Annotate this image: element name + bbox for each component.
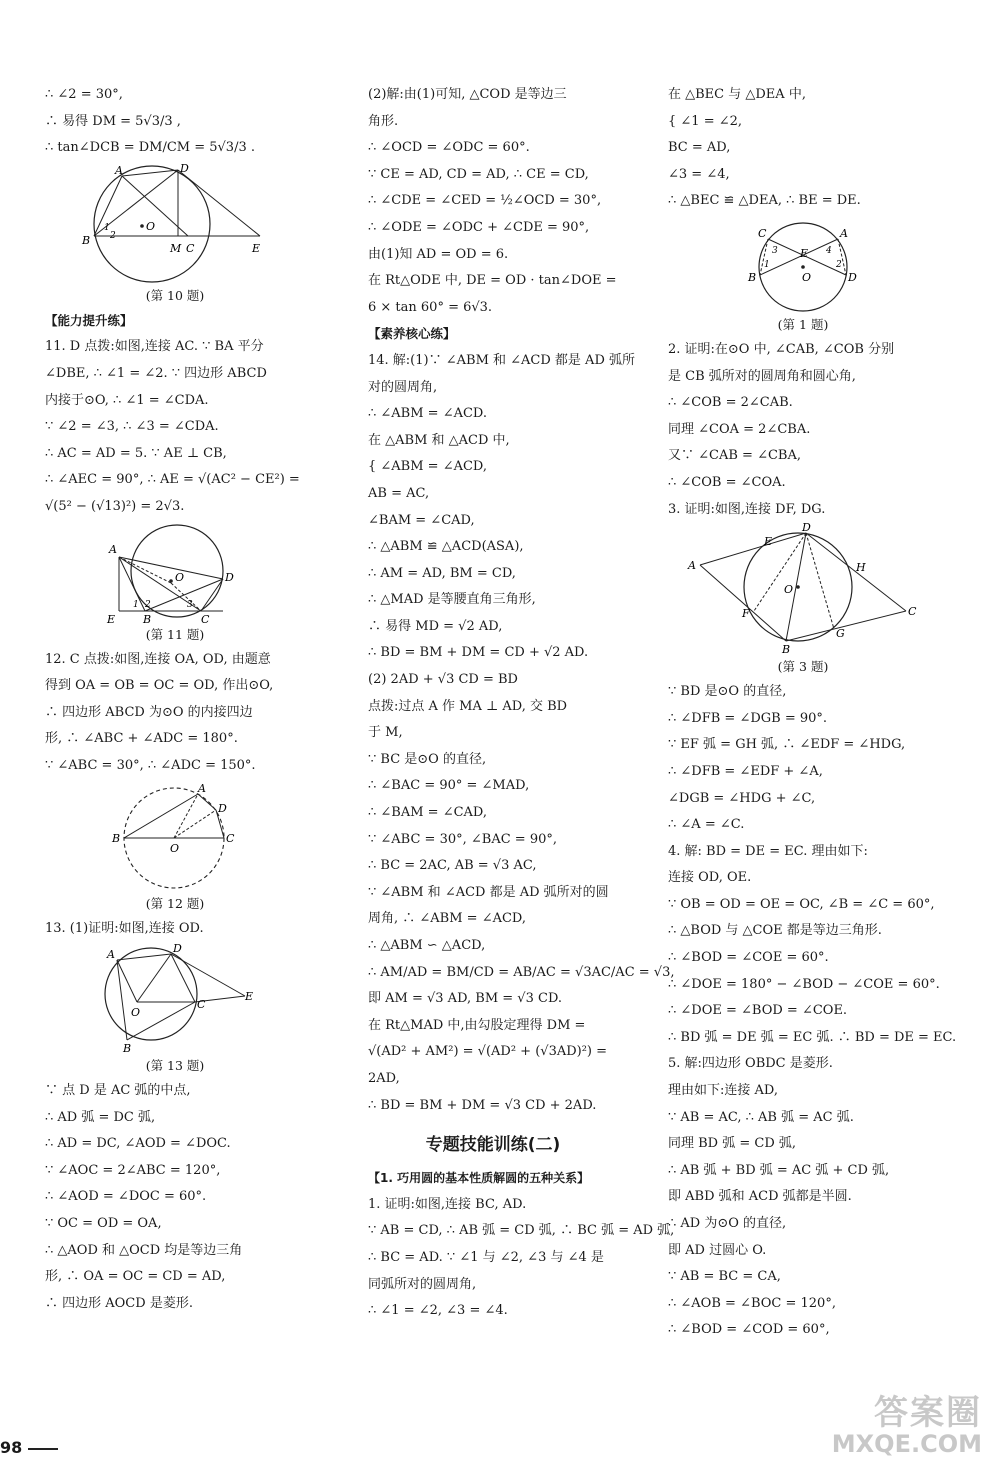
- text-block-c: [668, 679, 957, 1344]
- svg-text:C: C: [186, 241, 195, 255]
- text-line: 2AD,: [368, 1070, 400, 1086]
- text-block-c: [368, 1192, 675, 1325]
- svg-text:B: B: [748, 270, 757, 284]
- figure-1: [668, 217, 938, 313]
- text-line: 形, ∴ ∠ABC + ∠ADC = 180°.: [45, 731, 238, 747]
- watermark-line2: MXQE.COM: [831, 1430, 982, 1458]
- svg-text:D: D: [173, 942, 182, 956]
- page-number-text: 98: [0, 1438, 23, 1457]
- text-line: ∵ ∠AOC = 2∠ABC = 120°,: [45, 1162, 221, 1178]
- text-line: ∵ 点 D 是 AC 弧的中点,: [45, 1083, 191, 1099]
- figure-3: [668, 521, 938, 657]
- figure-11-diagram: [105, 523, 245, 626]
- svg-text:D: D: [180, 161, 189, 175]
- text-line: ∠BAM = ∠CAD,: [368, 512, 475, 528]
- svg-text:E: E: [245, 990, 254, 1004]
- text-line: ∵ ∠2 = ∠3, ∴ ∠3 = ∠CDA.: [45, 419, 219, 435]
- text-line: ∵ ∠ABC = 30°, ∴ ∠ADC = 150°.: [45, 757, 256, 773]
- text-line: ∴ 易得 MD = √2 AD,: [368, 618, 503, 634]
- text-block-b: [668, 337, 938, 523]
- text-line: 3. 证明:如图,连接 DF, DG.: [668, 501, 826, 517]
- figure-10-diagram: [80, 161, 270, 284]
- text-line: ∵ AB = BC = CA,: [668, 1269, 781, 1285]
- text-line: AB = AC,: [368, 485, 430, 501]
- text-line: ∴ AB 弧 + BD 弧 = AC 弧 + CD 弧,: [668, 1162, 890, 1178]
- text-line: ∴ △BEC ≌ △DEA, ∴ BE = DE.: [668, 193, 861, 209]
- text-line: BC = AD,: [668, 140, 731, 156]
- svg-text:C: C: [201, 612, 210, 626]
- text-line: ∴ ∠DFB = ∠EDF + ∠A,: [668, 763, 823, 779]
- text-line: 同理 BD 弧 = CD 弧,: [668, 1136, 797, 1152]
- text-line: ∵ ∠ABM 和 ∠ACD 都是 AD 弧所对的圆: [368, 884, 609, 900]
- text-line: ∴ AD = DC, ∠AOD = ∠DOC.: [45, 1136, 231, 1152]
- svg-text:G: G: [836, 627, 845, 641]
- text-line: 理由如下:连接 AD,: [668, 1083, 778, 1099]
- text-line: ∴ △BOD 与 △COE 都是等边三角形.: [668, 923, 882, 939]
- text-line: 同弧所对的圆周角,: [368, 1276, 477, 1292]
- svg-text:C: C: [758, 226, 767, 240]
- svg-text:1: 1: [133, 599, 139, 610]
- svg-text:E: E: [764, 535, 773, 549]
- watermark-line1: 答案圈: [874, 1393, 982, 1433]
- svg-text:B: B: [143, 612, 152, 626]
- svg-text:O: O: [784, 583, 794, 597]
- text-line: 在 Rt△MAD 中,由勾股定理得 DM =: [368, 1017, 586, 1033]
- svg-text:A: A: [688, 559, 696, 573]
- text-line: ∴ BD = BM + DM = √3 CD + 2AD.: [368, 1097, 597, 1113]
- text-line: ∴ ∠BAM = ∠CAD,: [368, 805, 488, 821]
- figure-13: [45, 944, 305, 1054]
- text-line: 13. (1)证明:如图,连接 OD.: [45, 920, 204, 936]
- figure-1-diagram: [748, 217, 858, 313]
- text-line: ∵ AB = CD, ∴ AB 弧 = CD 弧, ∴ BC 弧 = AD 弧,: [368, 1223, 675, 1239]
- text-line: ∴ ∠AOB = ∠BOC = 120°,: [668, 1295, 836, 1311]
- text-line: ∴ ∠DFB = ∠DGB = 90°.: [668, 710, 828, 726]
- text-line: ∵ OB = OD = OE = OC, ∠B = ∠C = 60°,: [668, 896, 935, 912]
- figure-12: [45, 782, 305, 892]
- svg-text:O: O: [170, 841, 180, 855]
- text-line: √(5² − (√13)²) = 2√3.: [45, 498, 185, 514]
- svg-text:O: O: [802, 270, 812, 284]
- text-line: ∴ AC = AD = 5. ∵ AE ⊥ CB,: [45, 445, 227, 461]
- text-line: ∵ CE = AD, CD = AD, ∴ CE = CD,: [368, 166, 589, 182]
- text-line: √(AD² + AM²) = √(AD² + (√3AD)²) =: [368, 1044, 608, 1060]
- text-line: 4. 解: BD = DE = EC. 理由如下:: [668, 843, 868, 859]
- text-line: 即 AM = √3 AD, BM = √3 CD.: [368, 991, 563, 1007]
- subsection-title: 【1. 巧用圆的基本性质解圆的五种关系】: [368, 1171, 590, 1186]
- figure-10-caption: (第 10 题): [145, 287, 205, 303]
- page-number: [0, 1438, 58, 1457]
- text-line: 11. D 点拨:如图,连接 AC. ∵ BA 平分: [45, 339, 264, 355]
- text-line: { ∠1 = ∠2,: [668, 113, 743, 129]
- text-line: (2) 2AD + √3 CD = BD: [368, 672, 518, 688]
- text-line: 即 AD 过圆心 O.: [668, 1242, 767, 1258]
- text-block-d: [45, 916, 305, 943]
- text-line: ∴ ∠DOE = 180° − ∠BOD − ∠COE = 60°.: [668, 976, 940, 992]
- text-line: ∴ △ABM ≌ △ACD(ASA),: [368, 539, 524, 555]
- text-line: ∴ ∠COB = 2∠CAB.: [668, 395, 793, 411]
- text-line: ∵ EF 弧 = GH 弧, ∴ ∠EDF = ∠HDG,: [668, 737, 906, 753]
- text-line: { ∠ABM = ∠ACD,: [368, 459, 488, 475]
- svg-text:A: A: [109, 542, 117, 556]
- text-line: ∵ BD 是⊙O 的直径,: [668, 684, 787, 700]
- text-line: 是 CB 弧所对的圆周角和圆心角,: [668, 368, 856, 384]
- figure-10: [45, 161, 305, 284]
- text-line: 6 × tan 60° = 6√3.: [368, 299, 493, 315]
- text-line: 得到 OA = OB = OC = OD, 作出⊙O,: [45, 678, 274, 694]
- text-line: ∴ ∠AOD = ∠DOC = 60°.: [45, 1189, 207, 1205]
- text-line: ∴ 四边形 AOCD 是菱形.: [45, 1295, 193, 1311]
- text-line: ∴ ∠A = ∠C.: [668, 817, 745, 833]
- text-block-b: [45, 334, 305, 520]
- text-line: ∴ ∠COB = ∠COA.: [668, 474, 786, 490]
- text-line: ∴ ∠BAC = 90° = ∠MAD,: [368, 778, 530, 794]
- text-line: ∴ AM = AD, BM = CD,: [368, 565, 516, 581]
- watermark: [832, 1385, 982, 1458]
- svg-text:C: C: [197, 998, 206, 1012]
- text-line: 在 △ABM 和 △ACD 中,: [368, 432, 510, 448]
- text-block-a: [668, 82, 938, 215]
- text-line: 2. 证明:在⊙O 中, ∠CAB, ∠COB 分别: [668, 341, 895, 357]
- text-line: ∵ AB = AC, ∴ AB 弧 = AC 弧.: [668, 1109, 854, 1125]
- text-line: ∴ AM/AD = BM/CD = AB/AC = √3AC/AC = √3,: [368, 964, 675, 980]
- side-decoration: [0, 930, 58, 1410]
- text-line: ∴ ∠OCD = ∠ODC = 60°.: [368, 140, 530, 156]
- text-block-a: [368, 82, 618, 321]
- text-line: 内接于⊙O, ∴ ∠1 = ∠CDA.: [45, 392, 209, 408]
- svg-text:C: C: [908, 605, 917, 619]
- svg-text:C: C: [226, 831, 235, 845]
- text-line: ∴ BC = AD. ∵ ∠1 与 ∠2, ∠3 与 ∠4 是: [368, 1249, 604, 1265]
- text-line: ∴ ∠1 = ∠2, ∠3 = ∠4.: [368, 1303, 508, 1319]
- svg-text:B: B: [82, 233, 91, 247]
- text-line: 1. 证明:如图,连接 BC, AD.: [368, 1196, 527, 1212]
- svg-text:B: B: [112, 831, 121, 845]
- text-line: ∴ △MAD 是等腰直角三角形,: [368, 592, 536, 608]
- figure-3-diagram: [688, 521, 918, 657]
- text-line: ∴ ∠AEC = 90°, ∴ AE = √(AC² − CE²) =: [45, 472, 300, 488]
- svg-text:F: F: [742, 607, 750, 621]
- svg-text:B: B: [782, 643, 791, 657]
- text-line: ∴ BD = BM + DM = CD + √2 AD.: [368, 645, 589, 661]
- figure-1-caption: (第 1 题): [777, 316, 829, 332]
- text-line: ∴ ∠CDE = ∠CED = ½∠OCD = 30°,: [368, 193, 602, 209]
- figure-13-diagram: [95, 944, 255, 1054]
- column-middle: [368, 82, 675, 1325]
- svg-text:D: D: [802, 521, 811, 535]
- text-line: ∴ 易得 DM = 5√3/3 ,: [45, 113, 181, 129]
- text-line: 连接 OD, OE.: [668, 870, 752, 886]
- text-line: 角形.: [368, 113, 399, 129]
- figure-13-caption: (第 13 题): [145, 1058, 205, 1074]
- text-line: ∠DGB = ∠HDG + ∠C,: [668, 790, 816, 806]
- svg-text:M: M: [170, 241, 182, 255]
- svg-text:H: H: [856, 561, 866, 575]
- svg-text:D: D: [848, 270, 857, 284]
- section-ability: 【能力提升练】: [45, 312, 133, 328]
- text-line: ∴ tan∠DCB = DM/CM = 5√3/3 .: [45, 140, 255, 156]
- text-line: 对的圆周角,: [368, 379, 438, 395]
- text-line: 又∵ ∠CAB = ∠CBA,: [668, 448, 801, 464]
- text-line: 14. 解:(1)∵ ∠ABM 和 ∠ACD 都是 AD 弧所: [368, 352, 636, 368]
- text-line: ∴ ∠ODE = ∠ODC + ∠CDE = 90°,: [368, 219, 590, 235]
- text-line: ∴ BD 弧 = DE 弧 = EC 弧. ∴ BD = DE = EC.: [668, 1029, 957, 1045]
- text-line: ∴ AD 弧 = DC 弧,: [45, 1109, 156, 1125]
- svg-text:O: O: [175, 570, 185, 584]
- column-right: [668, 82, 957, 1344]
- text-line: 即 ABD 弧和 ACD 弧都是半圆.: [668, 1189, 852, 1205]
- text-line: ∴ ∠DOE = ∠BOD = ∠COE.: [668, 1003, 848, 1019]
- svg-text:A: A: [198, 781, 206, 795]
- figure-12-caption: (第 12 题): [145, 895, 205, 911]
- text-line: ∴ 四边形 ABCD 为⊙O 的内接四边: [45, 704, 253, 720]
- svg-text:E: E: [107, 612, 116, 626]
- svg-text:2: 2: [145, 599, 151, 610]
- text-line: 形, ∴ OA = OC = CD = AD,: [45, 1269, 226, 1285]
- text-line: ∵ OC = OD = OA,: [45, 1216, 162, 1232]
- text-line: ∴ ∠2 = 30°,: [45, 87, 123, 102]
- text-line: ∠3 = ∠4,: [668, 166, 730, 182]
- text-line: 同理 ∠COA = 2∠CBA.: [668, 421, 811, 437]
- svg-text:2: 2: [836, 259, 842, 270]
- text-block-c: [45, 647, 305, 780]
- figure-3-caption: (第 3 题): [777, 659, 829, 675]
- column-left: [45, 82, 305, 1317]
- text-line: 由(1)知 AD = OD = 6.: [368, 246, 509, 262]
- svg-text:1: 1: [764, 259, 770, 270]
- svg-text:A: A: [840, 226, 848, 240]
- text-line: 在 Rt△ODE 中, DE = OD · tan∠DOE =: [368, 273, 617, 289]
- text-line: 点拨:过点 A 作 MA ⊥ AD, 交 BD: [368, 698, 568, 714]
- svg-text:3: 3: [187, 599, 193, 610]
- text-block-e: [45, 1078, 305, 1317]
- text-line: 周角, ∴ ∠ABM = ∠ACD,: [368, 911, 527, 927]
- svg-text:D: D: [218, 801, 227, 815]
- figure-11-caption: (第 11 题): [145, 626, 205, 642]
- text-line: ∴ △ABM ∽ △ACD,: [368, 938, 486, 953]
- figure-12-diagram: [110, 782, 240, 892]
- text-line: (2)解:由(1)可知, △COD 是等边三: [368, 87, 567, 102]
- svg-text:E: E: [800, 246, 809, 260]
- svg-text:O: O: [146, 219, 156, 233]
- text-line: ∵ ∠ABC = 30°, ∠BAC = 90°,: [368, 831, 558, 847]
- text-line: ∴ △AOD 和 △OCD 均是等边三角: [45, 1242, 243, 1258]
- text-block-a: [45, 82, 305, 162]
- text-line: 于 M,: [368, 725, 403, 741]
- svg-text:3: 3: [772, 245, 778, 256]
- svg-text:D: D: [225, 570, 234, 584]
- text-line: ∴ ∠BOD = ∠COD = 60°,: [668, 1322, 830, 1338]
- svg-text:A: A: [115, 163, 123, 177]
- svg-text:1: 1: [104, 222, 110, 233]
- text-line: ∴ ∠ABM = ∠ACD.: [368, 406, 488, 422]
- text-line: ∴ AD 为⊙O 的直径,: [668, 1216, 787, 1231]
- text-line: ∴ ∠BOD = ∠COE = 60°.: [668, 950, 829, 966]
- text-line: ∴ BC = 2AC, AB = √3 AC,: [368, 858, 537, 874]
- text-line: 在 △BEC 与 △DEA 中,: [668, 87, 806, 102]
- text-block-b: [368, 348, 675, 1119]
- text-line: 5. 解:四边形 OBDC 是菱形.: [668, 1056, 833, 1072]
- text-line: ∵ BC 是⊙O 的直径,: [368, 751, 487, 767]
- svg-text:B: B: [123, 1042, 132, 1056]
- figure-11: [45, 523, 305, 626]
- svg-text:A: A: [107, 948, 115, 962]
- section-title: 专题技能训练(二): [425, 1135, 561, 1156]
- svg-text:4: 4: [826, 245, 832, 256]
- svg-text:E: E: [252, 241, 261, 255]
- section-core: 【素养核心练】: [368, 326, 456, 342]
- svg-text:O: O: [131, 1006, 141, 1020]
- svg-text:2: 2: [110, 230, 116, 241]
- text-line: 12. C 点拨:如图,连接 OA, OD, 由题意: [45, 651, 271, 667]
- text-line: ∠DBE, ∴ ∠1 = ∠2. ∵ 四边形 ABCD: [45, 365, 267, 381]
